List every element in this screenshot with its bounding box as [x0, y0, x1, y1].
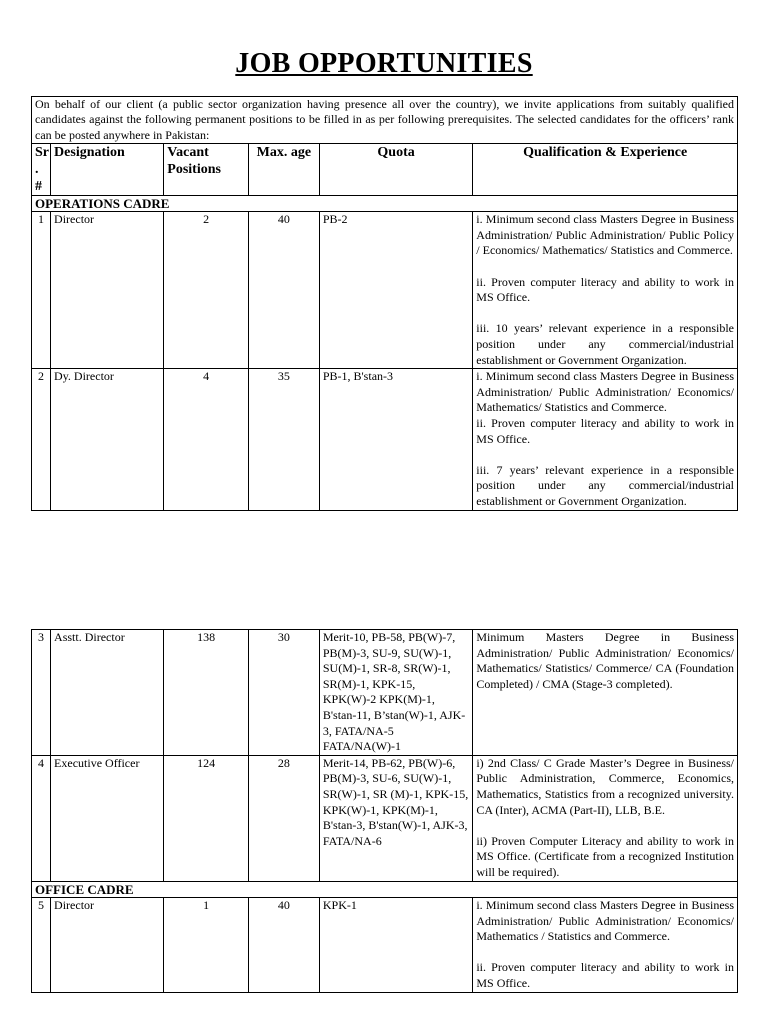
row-quota: PB-1, B'stan-3 [319, 369, 472, 510]
row-age: 30 [248, 630, 319, 756]
table-row [32, 212, 738, 369]
cadre-label: OFFICE CADRE [32, 881, 738, 898]
row-sr: 2 [32, 369, 51, 510]
page-title: JOB OPPORTUNITIES [235, 48, 533, 79]
row-sr: 5 [32, 898, 51, 993]
table-row [32, 630, 738, 756]
row-designation: Executive Officer [51, 755, 164, 881]
row-age: 35 [248, 369, 319, 510]
header-row [32, 144, 738, 196]
qual-item: Minimum Masters Degree in Business Administration/ Public Administration/ Economics/ Mathematics/ Statistics/ Commerce/ CA (Foundation Completed) / CMA (Stage-3 completed). [476, 630, 734, 691]
table-row [32, 898, 738, 993]
header-qualification: Qualification & Experience [473, 144, 738, 196]
qual-item: ii. Proven computer literacy and ability to work in MS Office. [476, 415, 734, 446]
header-age: Max. age [248, 144, 319, 196]
header-quota: Quota [319, 144, 472, 196]
qual-item: i. Minimum second class Masters Degree in Business Administration/ Public Administration/ Public Policy / Economics/ Mathematics/ Statistics and Commerce. [476, 212, 734, 258]
jobs-table-top [31, 96, 738, 511]
header-sr: Sr . # [32, 144, 51, 196]
header-designation: Designation [51, 144, 164, 196]
qual-item: iii. 7 years’ relevant experience in a responsible position under any commercial/industrial establishment or Government Organization. [476, 462, 734, 508]
jobs-table-bottom [31, 629, 738, 993]
qual-item: ii) Proven Computer Literacy and ability to work in MS Office. (Certificate from a recognized Institution will be required). [476, 833, 734, 879]
row-sr: 4 [32, 755, 51, 881]
table-row [32, 369, 738, 510]
row-age: 28 [248, 755, 319, 881]
row-vacant: 124 [164, 755, 249, 881]
row-age: 40 [248, 212, 319, 369]
qual-item: iii. 10 years’ relevant experience in a responsible position under any commercial/industrial establishment or Government Organization. [476, 321, 734, 367]
cadre-label: OPERATIONS CADRE [32, 196, 738, 212]
table-row [32, 755, 738, 881]
row-quota: PB-2 [319, 212, 472, 369]
row-sr: 3 [32, 630, 51, 756]
row-designation: Director [51, 898, 164, 993]
row-qualification [473, 898, 738, 993]
row-vacant: 1 [164, 898, 249, 993]
row-vacant: 4 [164, 369, 249, 510]
row-designation: Dy. Director [51, 369, 164, 510]
row-sr: 1 [32, 212, 51, 369]
row-age: 40 [248, 898, 319, 993]
row-designation: Director [51, 212, 164, 369]
row-quota: KPK-1 [319, 898, 472, 993]
row-vacant: 138 [164, 630, 249, 756]
cadre-row-operations [32, 196, 738, 212]
row-qualification [473, 755, 738, 881]
row-vacant: 2 [164, 212, 249, 369]
intro-row [32, 97, 738, 144]
row-quota: Merit-10, PB-58, PB(W)-7, PB(M)-3, SU-9, SU(W)-1, SU(M)-1, SR-8, SR(W)-1, SR(M)-1, KPK-15, KPK(W)-2 KPK(M)-1, B'stan-11, B’stan(W)-1, AJK-3, FATA/NA-5 FATA/NA(W)-1 [319, 630, 472, 756]
intro-text: On behalf of our client (a public sector organization having presence all over the country), we invite applications from suitably qualified candidates against the following permanent positions to be filled in as per following prerequisites. The selected candidates for the officers’ rank can be posted anywhere in Pakistan: [32, 97, 738, 144]
qual-item: ii. Proven computer literacy and ability to work in MS Office. [476, 960, 734, 991]
qual-item: i. Minimum second class Masters Degree in Business Administration/ Public Administration/ Economics/ Mathematics/ Statistics and Commerce. [476, 369, 734, 415]
cadre-row-office [32, 881, 738, 898]
row-qualification [473, 369, 738, 510]
qual-item: ii. Proven computer literacy and ability to work in MS Office. [476, 274, 734, 305]
header-vacant: Vacant Positions [164, 144, 249, 196]
row-quota: Merit-14, PB-62, PB(W)-6, PB(M)-3, SU-6, SU(W)-1, SR(W)-1, SR (M)-1, KPK-15, KPK(W)-1, KPK(M)-1, B'stan-3, B'stan(W)-1, AJK-3, FATA/NA-6 [319, 755, 472, 881]
qual-item: i. Minimum second class Masters Degree in Business Administration/ Public Administration/ Economics/ Mathematics / Statistics and Commerce. [476, 898, 734, 944]
row-designation: Asstt. Director [51, 630, 164, 756]
qual-item: i) 2nd Class/ C Grade Master’s Degree in Business/ Public Administration, Commerce, Economics, Mathematics, Statistics from a recognized university. CA (Inter), ACMA (Part-II), LLB, B.E. [476, 755, 734, 817]
row-qualification [473, 630, 738, 756]
row-qualification [473, 212, 738, 369]
